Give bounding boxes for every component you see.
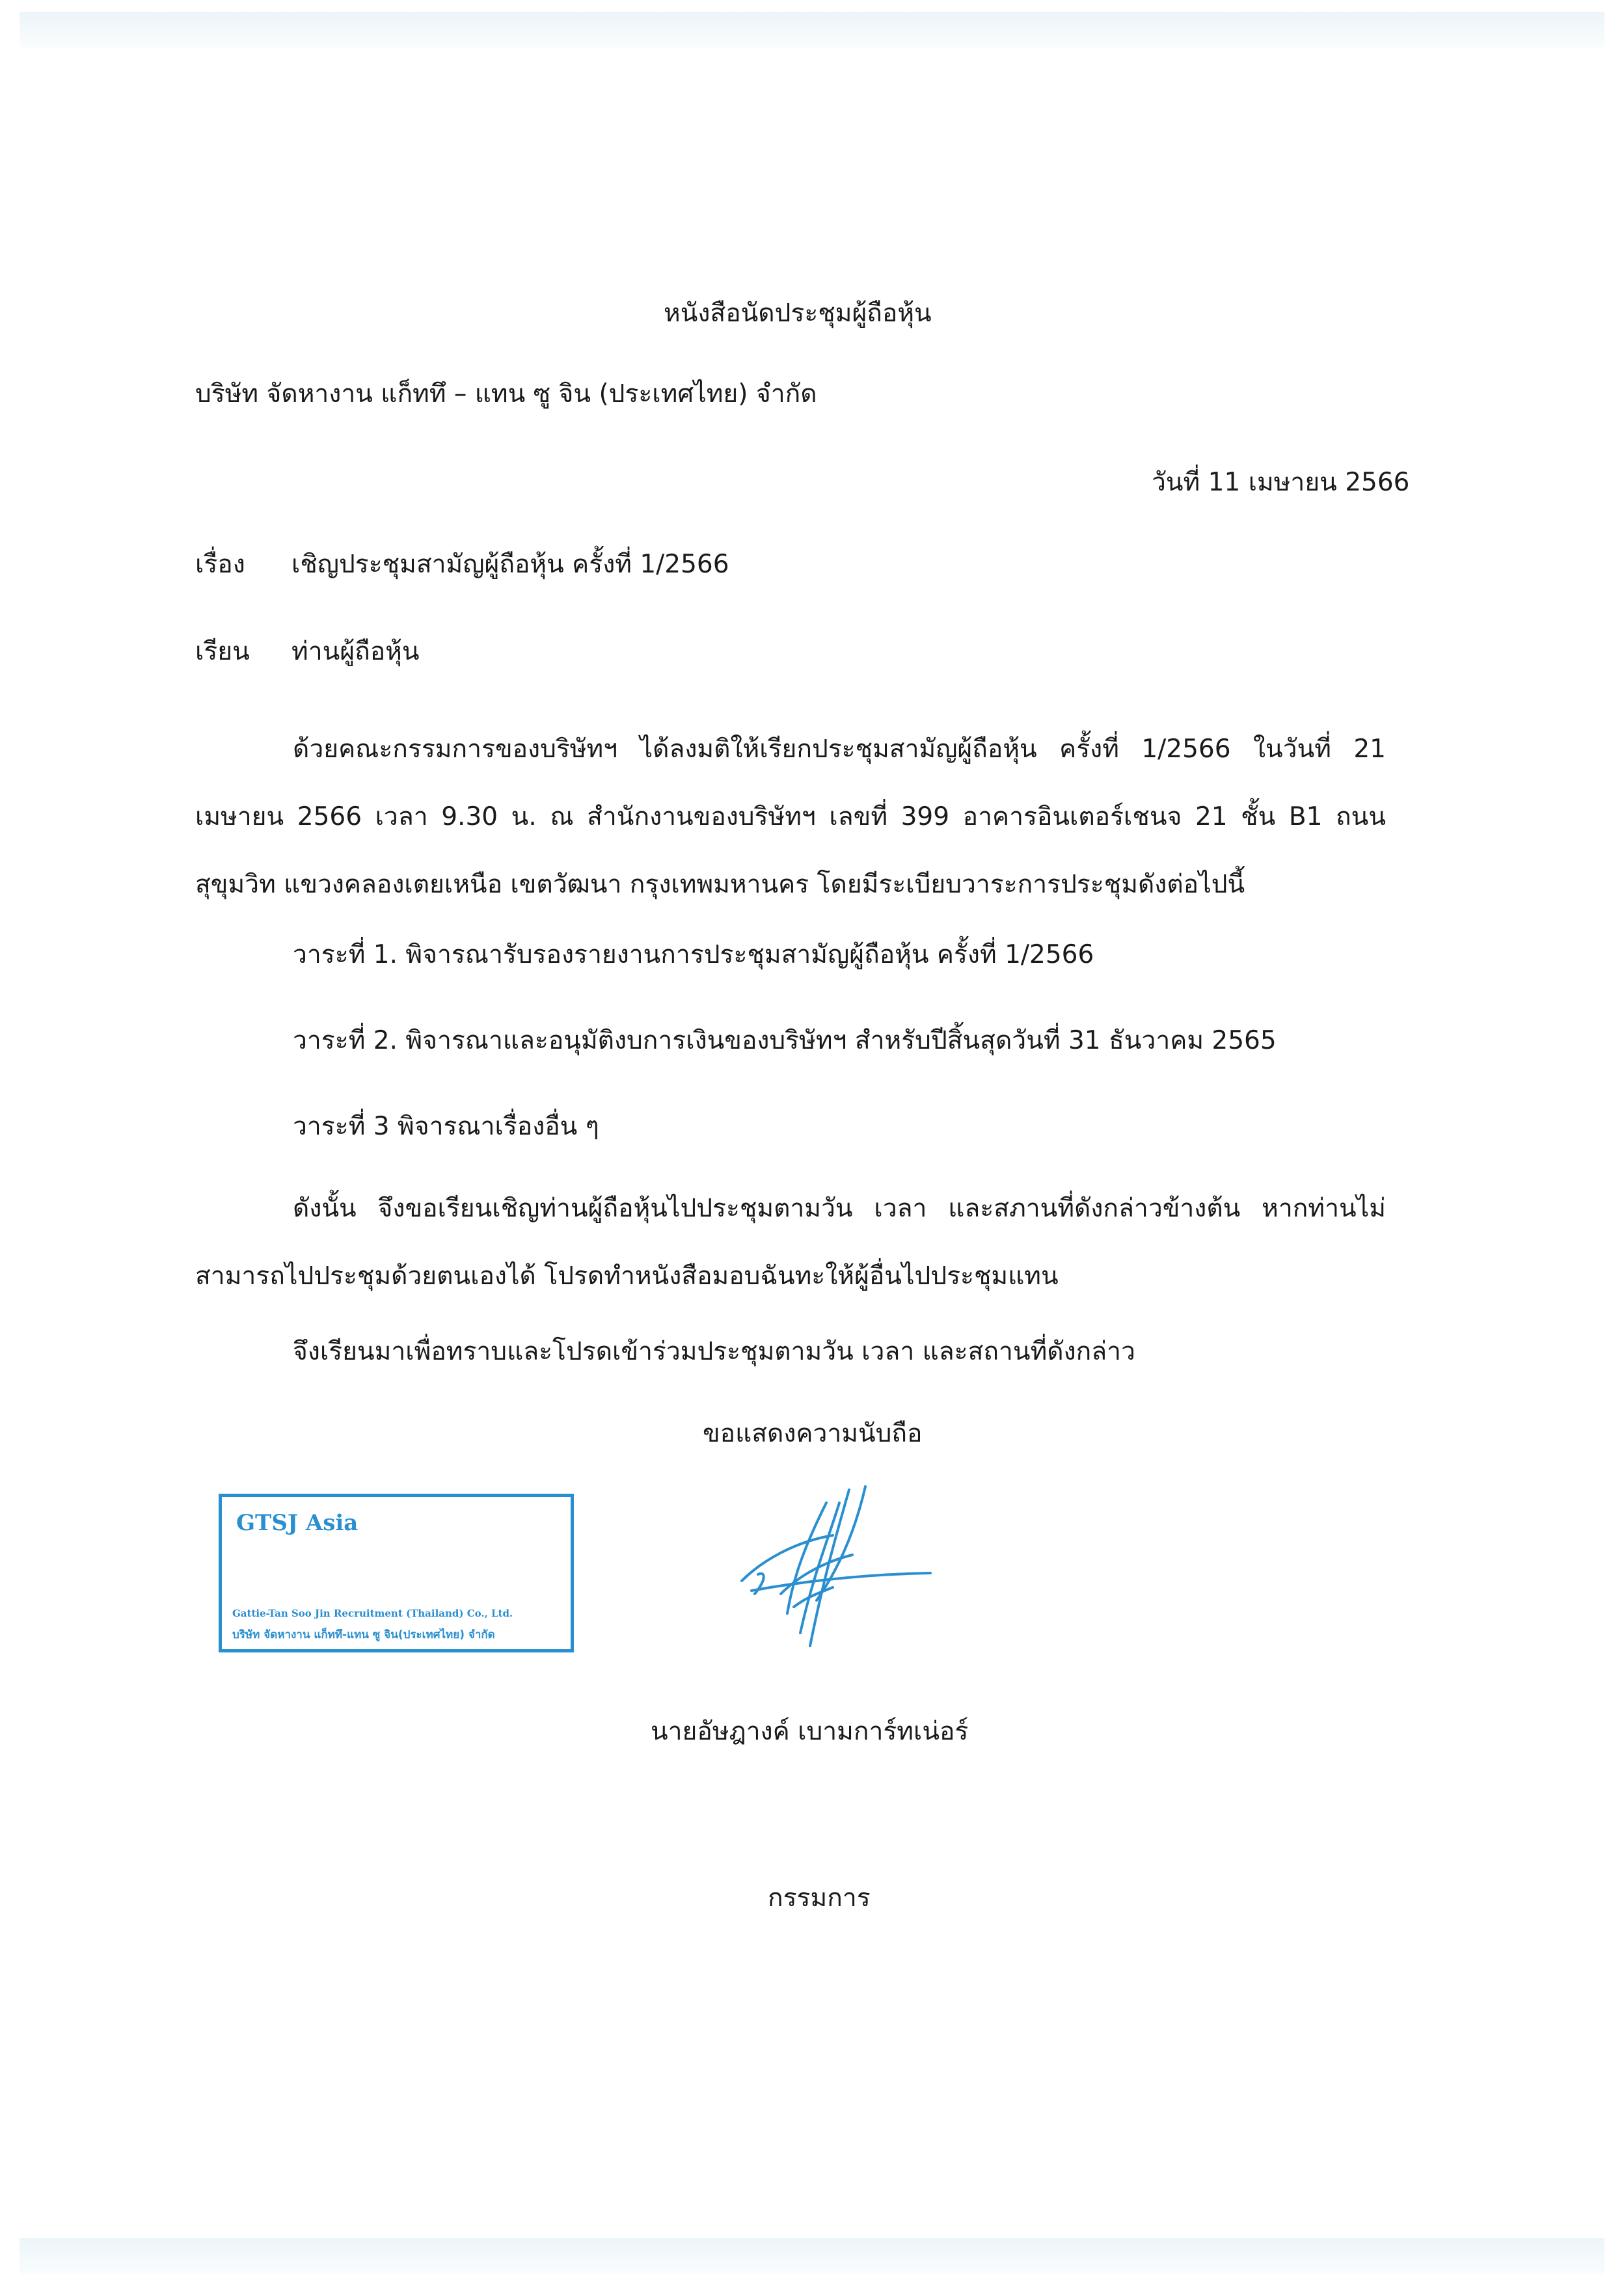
stamp-brand: GTSJ Asia: [236, 1510, 359, 1536]
company-name: บริษัท จัดหางาน แก็ททึ – แทน ซู จิน (ประเทศไทย) จำกัด: [195, 379, 817, 409]
paragraph-conclusion: จึงเรียนมาเพื่อทราบและโปรดเข้าร่วมประชุมตามวัน เวลา และสถานที่ดังกล่าว: [293, 1337, 1135, 1366]
subject-label: เรื่อง: [195, 550, 245, 579]
signature-icon: [703, 1464, 950, 1659]
document-date: วันที่ 11 เมษายน 2566: [1152, 468, 1410, 497]
signer-position: กรรมการ: [768, 1883, 871, 1913]
agenda-item-1: วาระที่ 1. พิจารณารับรองรายงานการประชุมสามัญผู้ถือหุ้น ครั้งที่ 1/2566: [293, 940, 1094, 969]
recipient-label: เรียน: [195, 637, 250, 666]
agenda-item-3: วาระที่ 3 พิจารณาเรื่องอื่น ๆ: [293, 1112, 599, 1141]
stamp-company-en: Gattie-Tan Soo Jin Recruitment (Thailand) Co., Ltd.: [232, 1608, 513, 1619]
scan-edge-bottom: [20, 2238, 1604, 2274]
document-title: หนังสือนัดประชุมผู้ถือหุ้น: [664, 299, 932, 328]
company-stamp: [219, 1494, 574, 1652]
paragraph-invitation: ดังนั้น จึงขอเรียนเชิญท่านผู้ถือหุ้นไปประชุมตามวัน เวลา และสภานที่ดังกล่าวข้างต้น หากท่านไม่สามารถไปประชุมด้วยตนเองได้ โปรดทำหนังสือมอบฉันทะให้ผู้อื่นไปประชุมแทน: [195, 1194, 1386, 1291]
scan-edge-top: [20, 12, 1604, 48]
signer-name: นายอัษฎางค์ เบามการ์ทเน่อร์: [651, 1717, 969, 1746]
agenda-item-2: วาระที่ 2. พิจารณาและอนุมัติงบการเงินของบริษัทฯ สำหรับปีสิ้นสุดวันที่ 31 ธันวาคม 2565: [293, 1026, 1277, 1055]
closing-salutation: ขอแสดงความนับถือ: [703, 1419, 923, 1448]
stamp-company-th: บริษัท จัดหางาน แก็ททึ-แทน ซู จิน(ประเทศไทย) จำกัด: [232, 1628, 495, 1641]
recipient-text: ท่านผู้ถือหุ้น: [291, 637, 420, 666]
paragraph-meeting-notice: ด้วยคณะกรรมการของบริษัทฯ ได้ลงมติให้เรียกประชุมสามัญผู้ถือหุ้น ครั้งที่ 1/2566 ในวันที่ 21 เมษายน 2566 เวลา 9.30 น. ณ สำนักงานของบริษัทฯ เลขที่ 399 อาคารอินเตอร์เชนจ 21 ชั้น B1 ถนนสุขุมวิท แขวงคลองเตยเหนือ เขตวัฒนา กรุงเทพมหานคร โดยมีระเบียบวาระการประชุมดังต่อไปนี้: [195, 734, 1386, 899]
subject-text: เชิญประชุมสามัญผู้ถือหุ้น ครั้งที่ 1/2566: [291, 550, 729, 579]
